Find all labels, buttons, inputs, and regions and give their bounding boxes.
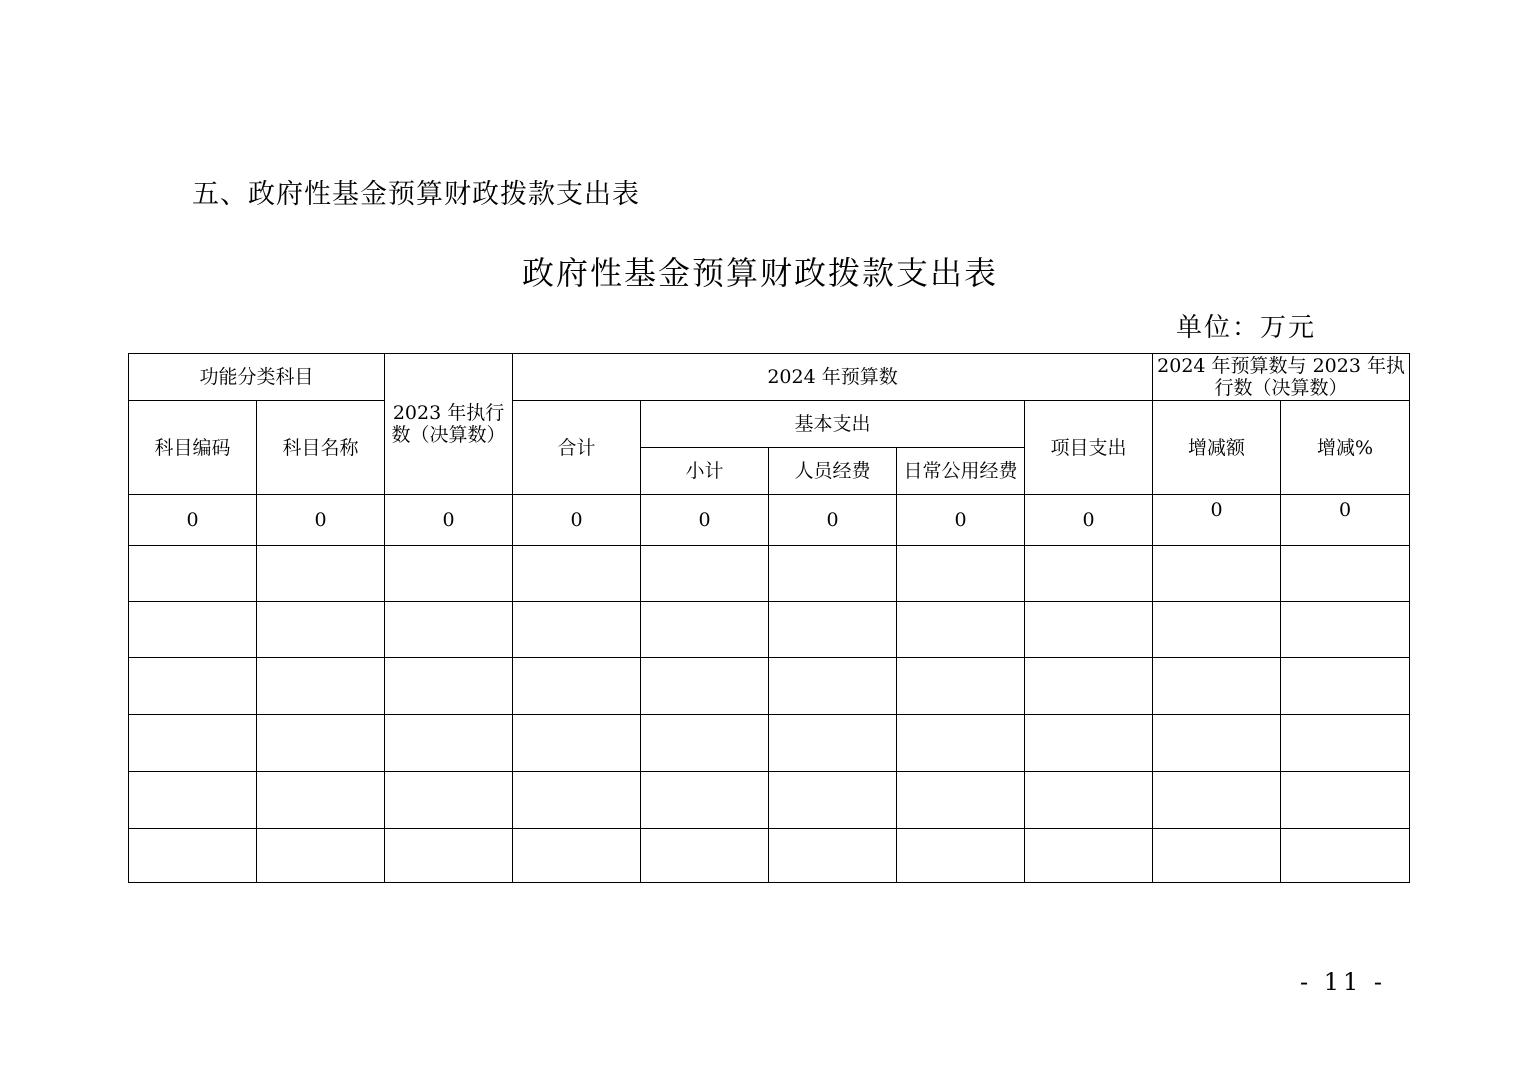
header-project-expenditure: 项目支出 xyxy=(1025,401,1153,495)
cell-project-expenditure: 0 xyxy=(1025,495,1153,546)
header-change-amount: 增减额 xyxy=(1153,401,1281,495)
table-row-empty xyxy=(129,772,1410,829)
section-heading: 五、政府性基金预算财政拨款支出表 xyxy=(192,179,640,210)
header-change-percent: 增减% xyxy=(1281,401,1410,495)
header-subject-name: 科目名称 xyxy=(257,401,385,495)
cell-public-daily: 0 xyxy=(897,495,1025,546)
table-row xyxy=(129,495,1410,546)
table-row-empty xyxy=(129,829,1410,883)
cell-subtotal: 0 xyxy=(641,495,769,546)
unit-label: 单位：万元 xyxy=(1176,313,1317,343)
cell-subject-code: 0 xyxy=(129,495,257,546)
header-personnel: 人员经费 xyxy=(769,448,897,495)
header-subtotal: 小计 xyxy=(641,448,769,495)
header-row-2 xyxy=(129,401,1410,448)
document-title: 政府性基金预算财政拨款支出表 xyxy=(521,254,998,292)
header-subject-code: 科目编码 xyxy=(129,401,257,495)
header-total: 合计 xyxy=(513,401,641,495)
header-basic-expenditure: 基本支出 xyxy=(641,401,1025,448)
table-row-empty xyxy=(129,715,1410,772)
budget-table xyxy=(128,353,1410,883)
header-public-daily: 日常公用经费 xyxy=(897,448,1025,495)
cell-subject-name: 0 xyxy=(257,495,385,546)
header-functional-category: 功能分类科目 xyxy=(129,354,385,401)
page-number: - 11 - xyxy=(1300,968,1387,996)
cell-personnel: 0 xyxy=(769,495,897,546)
cell-change-amount: 0 xyxy=(1153,495,1281,546)
table-row-empty xyxy=(129,546,1410,602)
header-comparison: 2024 年预算数与 2023 年执行数（决算数） xyxy=(1153,354,1410,401)
table-row-empty xyxy=(129,658,1410,715)
header-exec-2023: 2023 年执行数（决算数） xyxy=(385,354,513,495)
cell-change-percent: 0 xyxy=(1281,495,1410,546)
table-row-empty xyxy=(129,602,1410,658)
cell-total: 0 xyxy=(513,495,641,546)
header-row-1 xyxy=(129,354,1410,401)
cell-exec-2023: 0 xyxy=(385,495,513,546)
header-budget-2024: 2024 年预算数 xyxy=(513,354,1153,401)
